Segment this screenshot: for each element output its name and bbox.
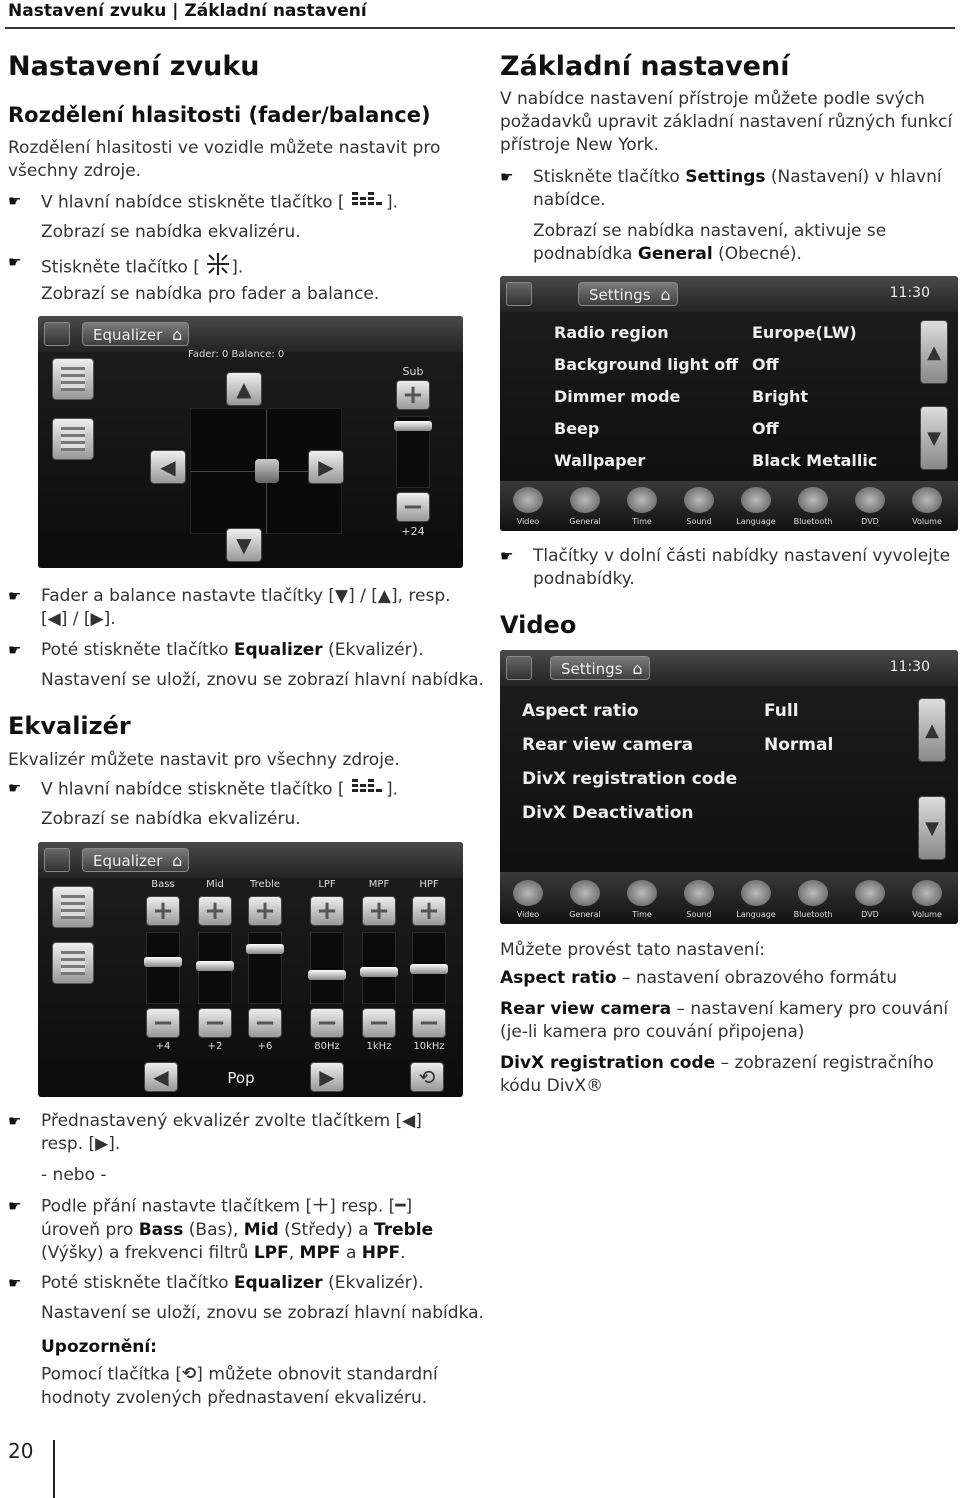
setting-row-label[interactable]: Wallpaper	[554, 451, 646, 470]
settings-tab-volume[interactable]	[899, 485, 955, 529]
eq-band-plus-button[interactable]: +	[146, 896, 180, 926]
back-button[interactable]	[44, 322, 70, 346]
setting-row-value[interactable]: Full	[764, 701, 799, 721]
hand-pointer-icon: ☛	[8, 1197, 22, 1215]
eq-step-3: ☛ Podle přání nastavte tlačítkem [＋] resp. [━] úroveň pro Bass (Bas), Mid (Středy) a Treble (Výšky) a frekvenci filtrů LPF, MPF a HPF.	[8, 1196, 434, 1263]
dvd-tab-icon	[855, 487, 885, 513]
language-tab-icon	[741, 487, 771, 513]
preset-next-button[interactable]: ▶	[310, 1062, 344, 1092]
setting-row-value[interactable]: Normal	[764, 735, 834, 755]
eq-screenshot	[38, 842, 463, 1097]
setting-row-value[interactable]: Bright	[752, 387, 809, 406]
settings-tab-label: DVD	[861, 517, 879, 526]
settings-tab-label: Video	[516, 517, 540, 526]
video-option-term: Aspect ratio	[500, 968, 617, 988]
eq-band-plus-button[interactable]: +	[310, 896, 344, 926]
preset-name: Pop	[227, 1069, 255, 1087]
eq-band-knob[interactable]	[196, 961, 234, 971]
plus-icon: ＋	[312, 1196, 330, 1216]
hand-pointer-icon: ☛	[8, 641, 22, 659]
eq-heading: Ekvalizér	[8, 712, 131, 740]
scroll-down-button[interactable]: ▼	[918, 796, 946, 860]
fader-step-1: ☛ V hlavní nabídce stiskněte tlačítko [ ].	[8, 190, 468, 215]
eq-intro: Ekvalizér můžete nastavit pro všechny zdroje.	[8, 750, 400, 770]
eq-band-label: Treble	[250, 879, 280, 890]
eq-or: - nebo -	[41, 1165, 107, 1185]
setting-row-label[interactable]: Aspect ratio	[522, 701, 639, 721]
clock: 11:30	[889, 659, 930, 675]
eq-band-value: 80Hz	[314, 1041, 340, 1052]
eq-band-slider[interactable]	[248, 932, 282, 1004]
settings-tab-label: DVD	[861, 910, 879, 919]
settings-tabbar	[500, 481, 958, 531]
setting-row-value[interactable]: Black Metallic	[752, 451, 878, 470]
eq-band-knob[interactable]	[246, 944, 284, 954]
settings-tab-label: Bluetooth	[793, 910, 833, 919]
settings-tab-label: Bluetooth	[793, 517, 833, 526]
eq-band-value: +4	[155, 1041, 171, 1052]
settings-tab-bluetooth[interactable]	[785, 878, 841, 922]
fader-result-1: Zobrazí se nabídka ekvalizéru.	[41, 222, 301, 242]
setting-row-label[interactable]: Dimmer mode	[554, 387, 681, 406]
equalizer-button[interactable]	[52, 358, 94, 400]
eq-result-1: Zobrazí se nabídka ekvalizéru.	[41, 809, 301, 829]
settings-tab-label: General	[569, 517, 601, 526]
eq-band-slider[interactable]	[362, 932, 396, 1004]
settings-tab-sound[interactable]	[671, 878, 727, 922]
settings-tab-label: Sound	[686, 910, 712, 919]
fader-balance-button[interactable]	[52, 942, 94, 984]
video-option-term: DivX registration code	[500, 1053, 716, 1073]
fader-heading: Rozdělení hlasitosti (fader/balance)	[8, 103, 431, 127]
bluetooth-tab-icon	[798, 487, 828, 513]
eq-band-label: LPF	[318, 879, 336, 890]
volume-tab-icon	[912, 487, 942, 513]
volume-tab-icon	[912, 880, 942, 906]
setting-row-label[interactable]: Beep	[554, 419, 600, 438]
eq-band-label: HPF	[419, 879, 439, 890]
eq-band-knob[interactable]	[144, 957, 182, 967]
basic-intro: V nabídce nastavení přístroje můžete podle svých požadavků upravit základní nastavení různých funkcí přístroje New York.	[500, 89, 953, 155]
sub-minus-button[interactable]: −	[396, 492, 430, 522]
equalizer-icon	[350, 777, 386, 802]
running-header: Nastavení zvuku | Základní nastavení	[8, 1, 367, 21]
settings-tab-general[interactable]	[557, 485, 613, 529]
basic-step-1: ☛ Stiskněte tlačítko Settings (Nastavení) v hlavní nabídce.	[500, 167, 942, 210]
settings-tab-label: Language	[736, 517, 776, 526]
minus-icon: ━	[395, 1196, 406, 1216]
eq-step-1: ☛ V hlavní nabídce stiskněte tlačítko [ ].	[8, 777, 468, 802]
video-tab-icon	[513, 487, 543, 513]
hand-pointer-icon: ☛	[8, 192, 22, 210]
fader-up-button[interactable]: ▲	[226, 372, 262, 406]
video-option-term: Rear view camera	[500, 999, 672, 1019]
eq-band-minus-button[interactable]: −	[198, 1008, 232, 1038]
eq-band-label: Mid	[206, 879, 224, 890]
eq-band-value: 10kHz	[413, 1041, 445, 1052]
video-heading: Video	[500, 611, 577, 639]
fader-step-4: ☛ Poté stiskněte tlačítko Equalizer (Ekvalizér).	[8, 640, 424, 660]
equalizer-icon	[350, 190, 386, 215]
video-option-item	[500, 1052, 958, 1098]
eq-step-2: ☛ Přednastavený ekvalizér zvolte tlačítkem [◀] resp. [▶].	[8, 1111, 422, 1154]
settings-tab-dvd[interactable]	[842, 878, 898, 922]
eq-band-label: Bass	[151, 879, 175, 890]
fader-position-knob[interactable]	[255, 459, 279, 483]
eq-band-minus-button[interactable]: −	[146, 1008, 180, 1038]
settings-tab-language[interactable]	[728, 485, 784, 529]
settings-tab-label: Time	[632, 910, 652, 919]
section-title-sound: Nastavení zvuku	[8, 51, 260, 82]
scroll-up-button[interactable]: ▲	[920, 320, 948, 384]
hand-pointer-icon: ☛	[8, 1112, 22, 1130]
reset-icon: ⟲	[182, 1364, 197, 1384]
general-tab-icon	[570, 880, 600, 906]
settings-tab-label: General	[569, 910, 601, 919]
eq-band-plus-button[interactable]: +	[248, 896, 282, 926]
eq-band-knob[interactable]	[360, 967, 398, 977]
settings-tab-sound[interactable]	[671, 485, 727, 529]
fader-balance-icon	[205, 251, 231, 284]
settings-tab-label: Sound	[686, 517, 712, 526]
settings-tab-label: Volume	[912, 910, 942, 919]
eq-band-minus-button[interactable]: −	[362, 1008, 396, 1038]
note-text: Pomocí tlačítka [⟲] můžete obnovit standardní hodnoty zvolených přednastavení ekvalizéru.	[41, 1364, 438, 1408]
preset-prev-button[interactable]: ◀	[144, 1062, 178, 1092]
setting-row-label[interactable]: Background light off	[554, 355, 739, 374]
hand-pointer-icon: ☛	[8, 587, 22, 605]
video-option-desc: – zobrazení registračního kódu DivX®	[500, 1053, 934, 1096]
reset-button[interactable]: ⟲	[410, 1062, 444, 1092]
section-title-basic: Základní nastavení	[500, 51, 790, 82]
eq-band-knob[interactable]	[308, 970, 346, 980]
fader-result-4: Nastavení se uloží, znovu se zobrazí hlavní nabídka.	[41, 670, 484, 690]
eq-band-label: MPF	[368, 879, 390, 890]
hand-pointer-icon: ☛	[500, 168, 514, 186]
general-settings-screenshot	[500, 276, 958, 531]
settings-tab-general[interactable]	[557, 878, 613, 922]
header-rule	[5, 27, 955, 29]
time-tab-icon	[627, 487, 657, 513]
sub-plus-button[interactable]: +	[396, 380, 430, 410]
hand-pointer-icon: ☛	[8, 1274, 22, 1292]
hand-pointer-icon: ☛	[8, 253, 22, 271]
balance-right-button[interactable]: ▶	[308, 450, 344, 484]
video-option-item	[500, 967, 958, 990]
eq-band-plus-button[interactable]: +	[412, 896, 446, 926]
eq-band-minus-button[interactable]: −	[248, 1008, 282, 1038]
basic-step-2: ☛ Tlačítky v dolní části nabídky nastavení vyvolejte podnabídky.	[500, 546, 951, 589]
video-option-desc: – nastavení obrazového formátu	[616, 968, 897, 988]
eq-band-minus-button[interactable]: −	[412, 1008, 446, 1038]
setting-row-label[interactable]: DivX registration code	[522, 769, 738, 789]
setting-row-label[interactable]: DivX Deactivation	[522, 803, 694, 823]
eq-band-slider[interactable]	[310, 932, 344, 1004]
settings-tab-bluetooth[interactable]	[785, 485, 841, 529]
fader-step-3: ☛ Fader a balance nastavte tlačítky [▼] / [▲], resp. [◀] / [▶].	[8, 586, 451, 629]
eq-band-slider[interactable]	[412, 932, 446, 1004]
balance-left-button[interactable]: ◀	[150, 450, 186, 484]
sub-value: +24	[401, 525, 425, 538]
scroll-down-button[interactable]: ▼	[920, 406, 948, 470]
eq-band-value: +2	[207, 1041, 223, 1052]
bluetooth-tab-icon	[798, 880, 828, 906]
settings-tab-video[interactable]	[500, 878, 556, 922]
fader-screenshot	[38, 316, 463, 568]
fader-balance-button[interactable]	[52, 418, 94, 460]
video-intro: Můžete provést tato nastavení:	[500, 940, 766, 960]
time-tab-icon	[627, 880, 657, 906]
basic-result-1: Zobrazí se nabídka nastavení, aktivuje se podnabídka General (Obecné).	[533, 221, 887, 264]
eq-result-4: Nastavení se uloží, znovu se zobrazí hlavní nabídka.	[41, 1303, 484, 1323]
setting-row-value[interactable]: Off	[752, 419, 779, 438]
back-button[interactable]	[506, 282, 532, 306]
settings-tab-label: Time	[632, 517, 652, 526]
setting-row-value[interactable]: Off	[752, 355, 779, 374]
eq-band-plus-button[interactable]: +	[362, 896, 396, 926]
settings-tabbar	[500, 872, 958, 924]
setting-row-value[interactable]: Europe(LW)	[752, 323, 857, 342]
fader-down-button[interactable]: ▼	[226, 528, 262, 562]
dvd-tab-icon	[855, 880, 885, 906]
settings-tab-language[interactable]	[728, 878, 784, 922]
video-option-desc: – nastavení kamery pro couvání (je-li kamera pro couvání připojena)	[500, 999, 949, 1042]
eq-band-plus-button[interactable]: +	[198, 896, 232, 926]
settings-tab-dvd[interactable]	[842, 485, 898, 529]
page-number-rule	[53, 1440, 55, 1498]
settings-tab-label: Volume	[912, 517, 942, 526]
fader-intro: Rozdělení hlasitosti ve vozidle můžete nastavit pro všechny zdroje.	[8, 138, 441, 181]
eq-band-slider[interactable]	[146, 932, 180, 1004]
page-number: 20	[8, 1439, 34, 1463]
setting-row-label[interactable]: Radio region	[554, 323, 669, 342]
video-tab-icon	[513, 880, 543, 906]
settings-title-button[interactable]: Settings ⌂	[578, 282, 678, 306]
sound-tab-icon	[684, 487, 714, 513]
eq-band-knob[interactable]	[410, 964, 448, 974]
settings-tab-label: Video	[516, 910, 540, 919]
video-option-item	[500, 998, 958, 1044]
note-title: Upozornění:	[41, 1337, 157, 1357]
fader-status: Fader: 0 Balance: 0	[188, 349, 285, 360]
setting-row-label[interactable]: Rear view camera	[522, 735, 694, 755]
clock: 11:30	[889, 285, 930, 301]
language-tab-icon	[741, 880, 771, 906]
back-button[interactable]	[506, 656, 532, 680]
general-tab-icon	[570, 487, 600, 513]
hand-pointer-icon: ☛	[500, 547, 514, 565]
sub-label: Sub	[402, 365, 424, 378]
eq-band-value: 1kHz	[366, 1041, 392, 1052]
scroll-up-button[interactable]: ▲	[918, 698, 946, 762]
eq-step-4: ☛ Poté stiskněte tlačítko Equalizer (Ekvalizér).	[8, 1273, 424, 1293]
settings-tab-label: Language	[736, 910, 776, 919]
eq-band-value: +6	[257, 1041, 273, 1052]
hand-pointer-icon: ☛	[8, 779, 22, 797]
settings-tab-volume[interactable]	[899, 878, 955, 922]
settings-tab-video[interactable]	[500, 485, 556, 529]
equalizer-title-button[interactable]: Equalizer ⌂	[82, 848, 189, 872]
settings-tab-time[interactable]	[614, 878, 670, 922]
sound-tab-icon	[684, 880, 714, 906]
eq-band-minus-button[interactable]: −	[310, 1008, 344, 1038]
settings-title-button[interactable]: Settings ⌂	[550, 656, 650, 680]
eq-band-slider[interactable]	[198, 932, 232, 1004]
settings-tab-time[interactable]	[614, 485, 670, 529]
back-button[interactable]	[44, 848, 70, 872]
fader-step-2: ☛ Stiskněte tlačítko [ ].	[8, 251, 468, 284]
equalizer-button[interactable]	[52, 886, 94, 928]
sub-slider[interactable]	[396, 416, 430, 488]
video-settings-screenshot	[500, 650, 958, 924]
fader-result-2: Zobrazí se nabídka pro fader a balance.	[41, 284, 380, 304]
equalizer-title-button[interactable]: Equalizer ⌂	[82, 322, 189, 346]
